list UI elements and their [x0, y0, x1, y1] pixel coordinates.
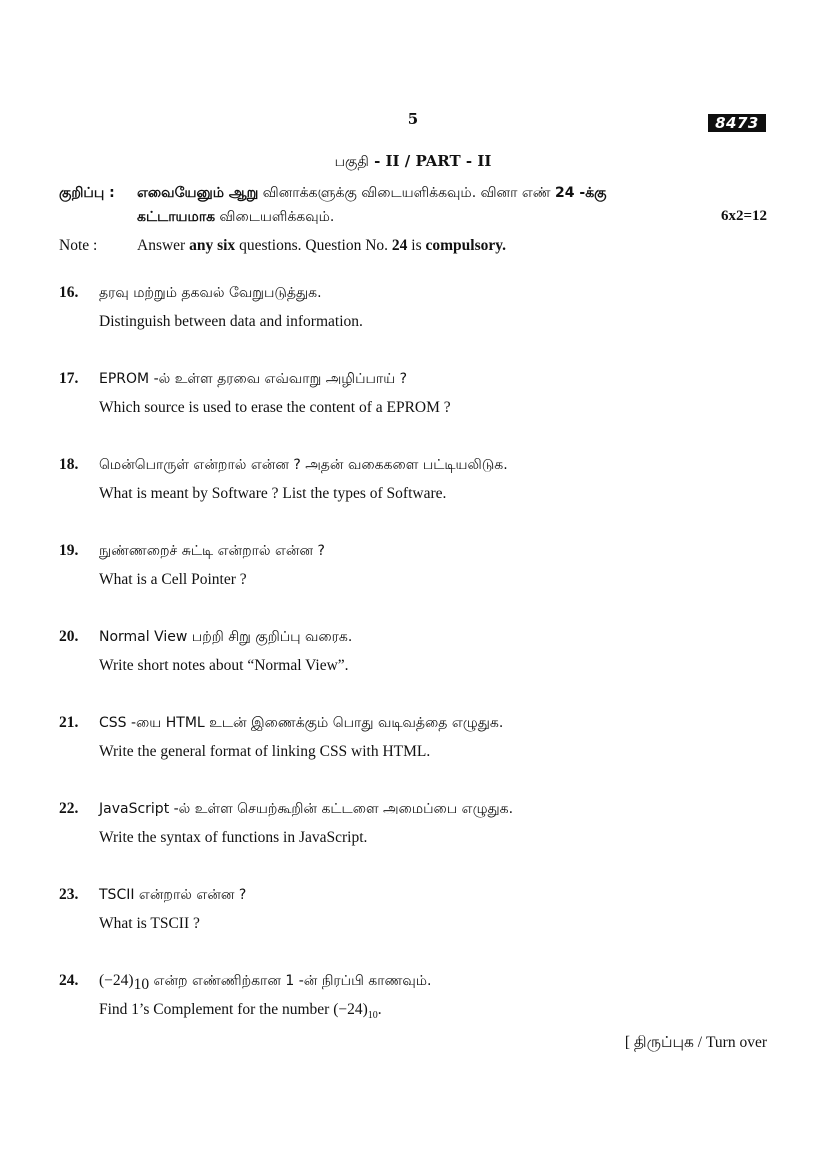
note-en-part2: questions. Question No. — [235, 237, 392, 254]
marks: 6x2=12 — [720, 208, 767, 224]
question-en: What is meant by Software ? List the types of Software. — [99, 485, 447, 502]
question-number: 21. — [59, 714, 79, 731]
question-en: Which source is used to erase the content of a EPROM ? — [99, 399, 451, 416]
note-ta-bold1: எவையேனும் ஆறு — [137, 185, 259, 201]
question-number: 19. — [59, 542, 79, 559]
question-en: What is TSCII ? — [99, 915, 200, 932]
part-title-en: - II / PART - II — [368, 152, 492, 170]
question-ta: மென்பொருள் என்றால் என்ன ? அதன் வகைகளை பட்டியலிடுக. — [99, 457, 508, 473]
question-en: Write the syntax of functions in JavaScript. — [99, 829, 368, 846]
note-ta-line2 — [137, 209, 334, 227]
q24-ta-sub: 10 — [133, 975, 150, 993]
question-ta: நுண்ணறைச் சுட்டி என்றால் என்ன ? — [99, 543, 325, 559]
q24-en-sub: 10 — [367, 1010, 378, 1022]
page-number: 5 — [407, 110, 419, 128]
question-number: 24. — [59, 972, 79, 989]
note-ta-line1 — [137, 185, 607, 203]
note-en-part1: Answer — [137, 237, 190, 254]
note-ta-bold2: கட்டாயமாக — [137, 209, 216, 225]
q24-ta-rest: என்ற எண்ணிற்கான 1 -ன் நிரப்பி காணவும். — [149, 973, 432, 989]
question-en — [99, 1001, 382, 1021]
note-ta-num: 24 — [555, 185, 575, 201]
question-number: 20. — [59, 628, 79, 645]
part-title-ta: பகுதி — [334, 154, 369, 170]
paper-code: 8473 — [708, 114, 766, 132]
note-ta-label: குறிப்பு : — [59, 185, 115, 201]
q24-en-expr: (−24) — [333, 1001, 368, 1018]
question-ta: CSS -யை HTML உடன் இணைக்கும் பொது வடிவத்தை எழுதுக. — [99, 715, 504, 731]
note-en-label: Note : — [59, 237, 98, 254]
question-en: Write the general format of linking CSS with HTML. — [99, 743, 431, 760]
question-number: 23. — [59, 886, 79, 903]
q24-en-pre: Find 1’s Complement for the number — [99, 1001, 334, 1018]
question-number: 22. — [59, 800, 79, 817]
note-ta-rest2: விடையளிக்கவும். — [215, 209, 335, 225]
note-en-bold3: compulsory. — [425, 237, 507, 254]
question-number: 17. — [59, 370, 79, 387]
question-en: What is a Cell Pointer ? — [99, 571, 247, 588]
question-ta: Normal View பற்றி சிறு குறிப்பு வரைக. — [99, 629, 353, 645]
question-ta: JavaScript -ல் உள்ள செயற்கூறின் கட்டளை அமைப்பை எழுதுக. — [99, 801, 514, 817]
question-en: Distinguish between data and information. — [99, 313, 363, 330]
note-ta-end: -க்கு — [574, 185, 607, 201]
note-ta-rest1: வினாக்களுக்கு விடையளிக்கவும். வினா எண் — [258, 185, 556, 201]
q24-ta-expr: (−24) — [99, 972, 134, 989]
question-ta: தரவு மற்றும் தகவல் வேறுபடுத்துக. — [99, 285, 322, 301]
part-title — [0, 152, 826, 172]
question-en: Write short notes about “Normal View”. — [99, 657, 349, 674]
note-en-bold1: any six — [189, 237, 236, 254]
question-ta: EPROM -ல் உள்ள தரவை எவ்வாறு அழிப்பாய் ? — [99, 371, 408, 387]
note-en-text — [137, 237, 506, 255]
note-en-bold2: 24 — [391, 237, 408, 254]
question-number: 18. — [59, 456, 79, 473]
note-en-part3: is — [407, 237, 426, 254]
question-ta — [99, 972, 432, 994]
turn-over: [ திருப்புக / Turn over — [624, 1034, 767, 1051]
q24-en-post: . — [377, 1001, 382, 1018]
question-ta: TSCII என்றால் என்ன ? — [99, 887, 247, 903]
question-number: 16. — [59, 284, 79, 301]
